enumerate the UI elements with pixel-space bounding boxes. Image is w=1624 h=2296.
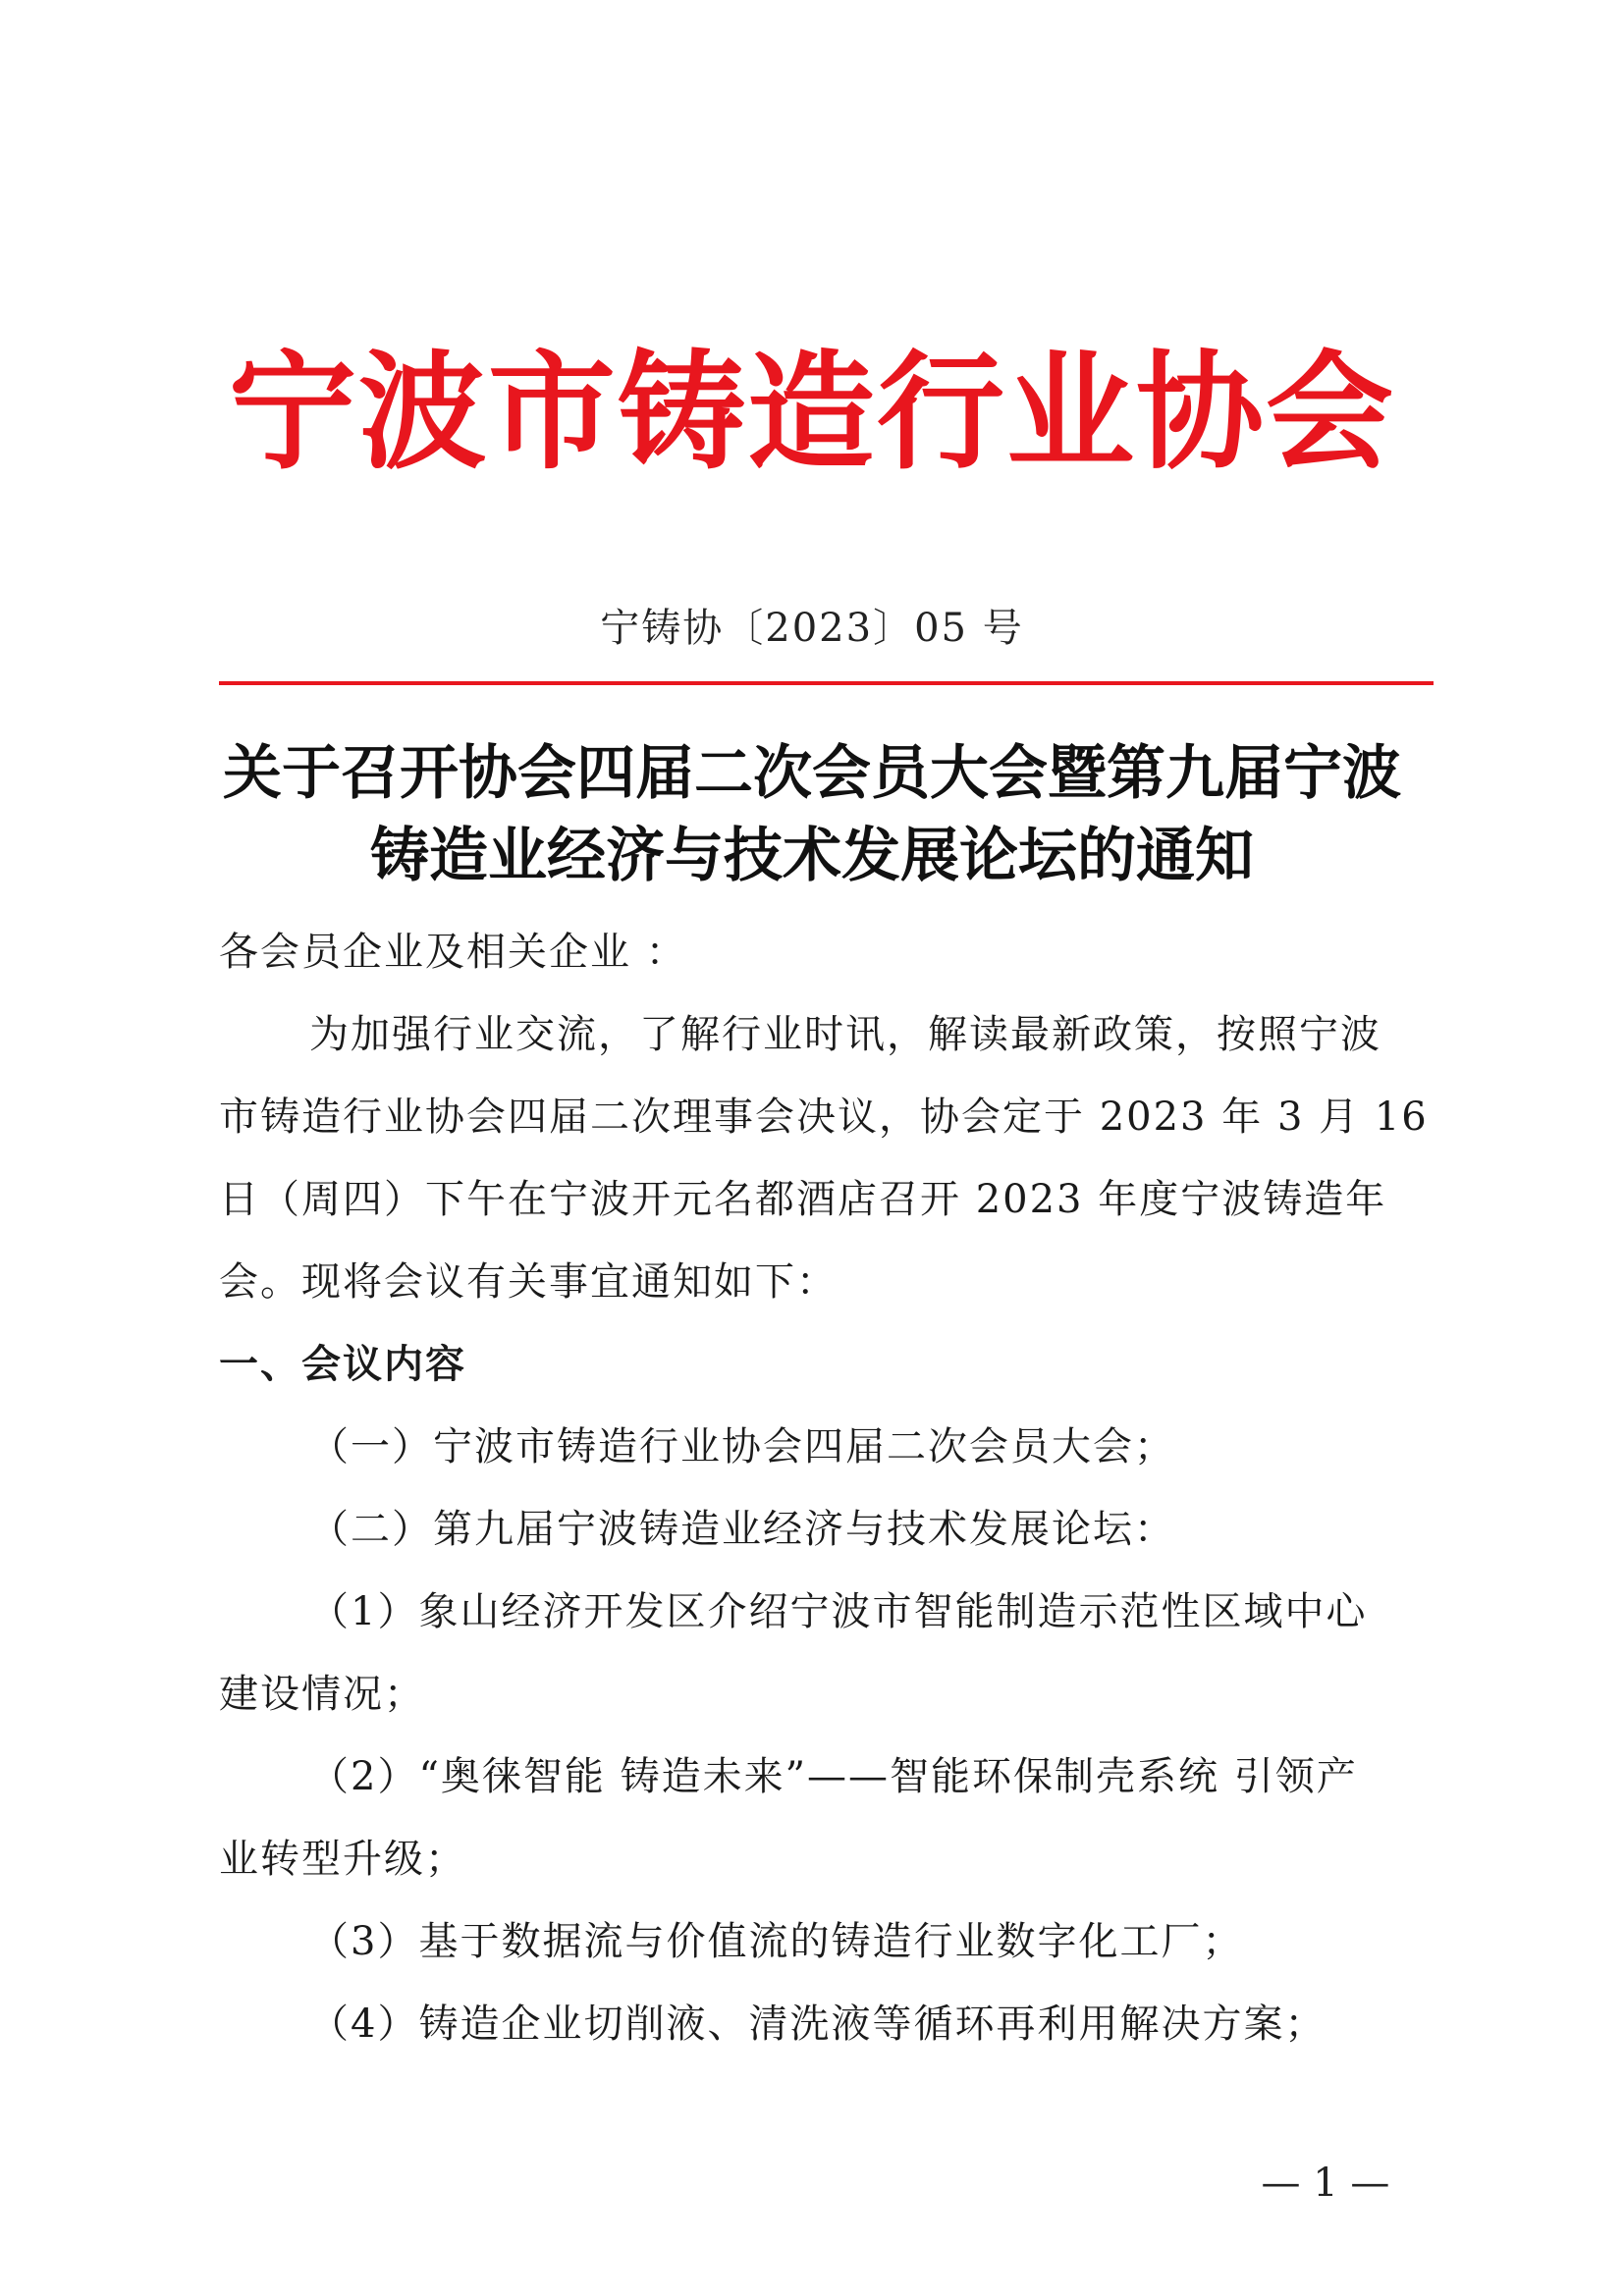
- page-number: — 1 —: [1261, 2161, 1390, 2206]
- agenda-item-1: （一）宁波市铸造行业协会四届二次会员大会；: [309, 1424, 1175, 1469]
- notice-title-line-2: 铸造业经济与技术发展论坛的通知: [370, 822, 1254, 890]
- forum-topic-3: （3）基于数据流与价值流的铸造行业数字化工厂；: [309, 1919, 1244, 1964]
- section-heading-meeting-content: 一、会议内容: [219, 1342, 466, 1387]
- intro-line-2: 市铸造行业协会四届二次理事会决议，协会定于 2023 年 3 月 16: [219, 1095, 1429, 1140]
- salutation: 各会员企业及相关企业 ：: [219, 930, 687, 975]
- forum-topic-4: （4）铸造企业切削液、清洗液等循环再利用解决方案；: [309, 2002, 1326, 2047]
- notice-body: [219, 911, 1434, 2065]
- forum-topic-2: （2）“奥徕智能 铸造未来”——智能环保制壳系统 引领产: [309, 1754, 1358, 1799]
- forum-topic-1: （1）象山经济开发区介绍宁波市智能制造示范性区域中心: [309, 1589, 1368, 1634]
- notice-title: [196, 732, 1428, 897]
- notice-title-line-1: 关于召开协会四届二次会员大会暨第九届宁波: [223, 739, 1401, 808]
- intro-line-3: 日（周四）下午在宁波开元名都酒店召开 2023 年度宁波铸造年: [219, 1177, 1387, 1222]
- agenda-item-2: （二）第九届宁波铸造业经济与技术发展论坛：: [309, 1507, 1175, 1552]
- intro-line-1: 为加强行业交流，了解行业时讯，解读最新政策，按照宁波: [309, 1012, 1381, 1057]
- red-divider-line: [219, 681, 1434, 685]
- forum-topic-2-continued: 业转型升级；: [219, 1837, 466, 1882]
- org-masthead: 宁波市铸造行业协会: [228, 337, 1395, 487]
- document-number: 宁铸协〔2023〕05 号: [600, 606, 1024, 651]
- forum-topic-1-continued: 建设情况；: [219, 1672, 425, 1717]
- intro-line-4: 会。现将会议有关事宜通知如下：: [219, 1259, 838, 1305]
